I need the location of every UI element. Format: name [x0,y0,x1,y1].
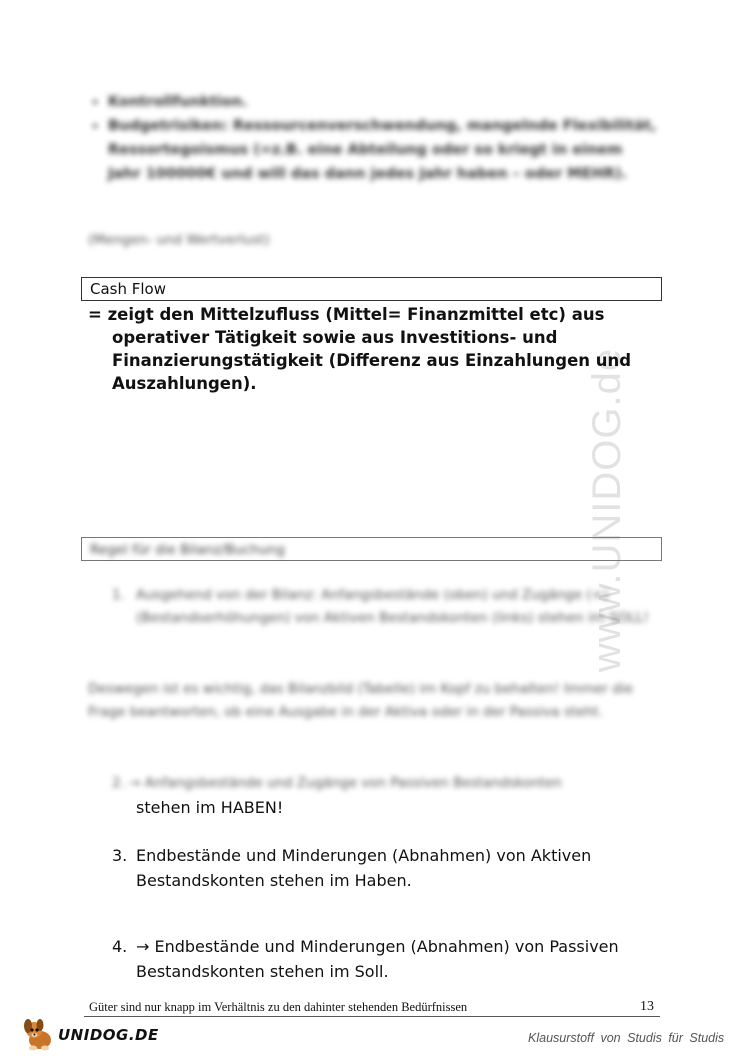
regel-item-2-line-2: stehen im HABEN! [136,798,284,817]
top-bullet-list [88,90,658,186]
item-4-number: 4. [112,937,128,956]
footer-quote: Güter sind nur knapp im Verhältnis zu den dahinter stehenden Bedürfnissen [89,1000,468,1014]
unidog-logo [20,1016,160,1054]
regel-heading-text: Regel für die Bilanz/Buchung [90,542,285,558]
logo-text: UNIDOG.DE [58,1026,159,1044]
regel-item-2-line-1: 2. → Anfangsbestände und Zugänge von Passiven Bestandskonten [112,775,562,791]
cash-flow-heading: Cash Flow [81,277,662,301]
dog-icon [20,1016,58,1054]
regel-item-1 [112,584,662,630]
page-number: 13 [640,999,654,1014]
bullet-kontrollfunktion: • Kontrollfunktion. [108,90,658,114]
regel-heading [81,537,662,561]
cash-flow-line-2: operativer Tätigkeit sowie aus Investitions- und Finanzierungstätigkeit (Differenz aus Einzahlungen und Auszahlungen). [112,328,632,393]
cash-flow-definition [88,303,668,395]
item-3-text: Endbestände und Minderungen (Abnahmen) von Aktiven Bestandskonten stehen im Haben. [136,846,592,890]
item-4-text: → Endbestände und Minderungen (Abnahmen) von Passiven Bestandskonten stehen im Soll. [136,937,619,981]
footer-divider [84,1016,660,1017]
regel-item-3 [112,843,672,893]
item-1-number: 1. [112,587,125,603]
bullet-budgetrisiken: • Budgetrisiken: Ressourcenverschwendung, mangelnde Flexibilität, Ressortegoismus (=z.B. eine Abteilung oder so kriegt in einem Jahr 100000€ und will das dann jedes Jahr haben – oder MEHR). [108,114,658,186]
item-1-text: Ausgehend von der Bilanz: Anfangsbestände (oben) und Zugänge (+) (Bestandserhöhungen) von Aktiven Bestandskonten (links) stehen im SOLL! [136,587,649,626]
watermark-text: www.UNIDOG.de [585,347,629,673]
cash-flow-line-1: = zeigt den Mittelzufluss (Mittel= Finanzmittel etc) aus [88,305,605,324]
regel-paragraph: Deswegen ist es wichtig, das Bilanzbild (Tabelle) im Kopf zu behalten! Immer die Frage beantworten, ob eine Ausgabe in der Aktiva oder in der Passiva steht. [88,681,633,720]
item-3-number: 3. [112,846,128,865]
tagline: Klausurstoff von Studis für Studis [528,1031,725,1045]
regel-item-4 [112,934,672,984]
mengen-note: (Mengen- und Wertverlust) [88,232,270,248]
